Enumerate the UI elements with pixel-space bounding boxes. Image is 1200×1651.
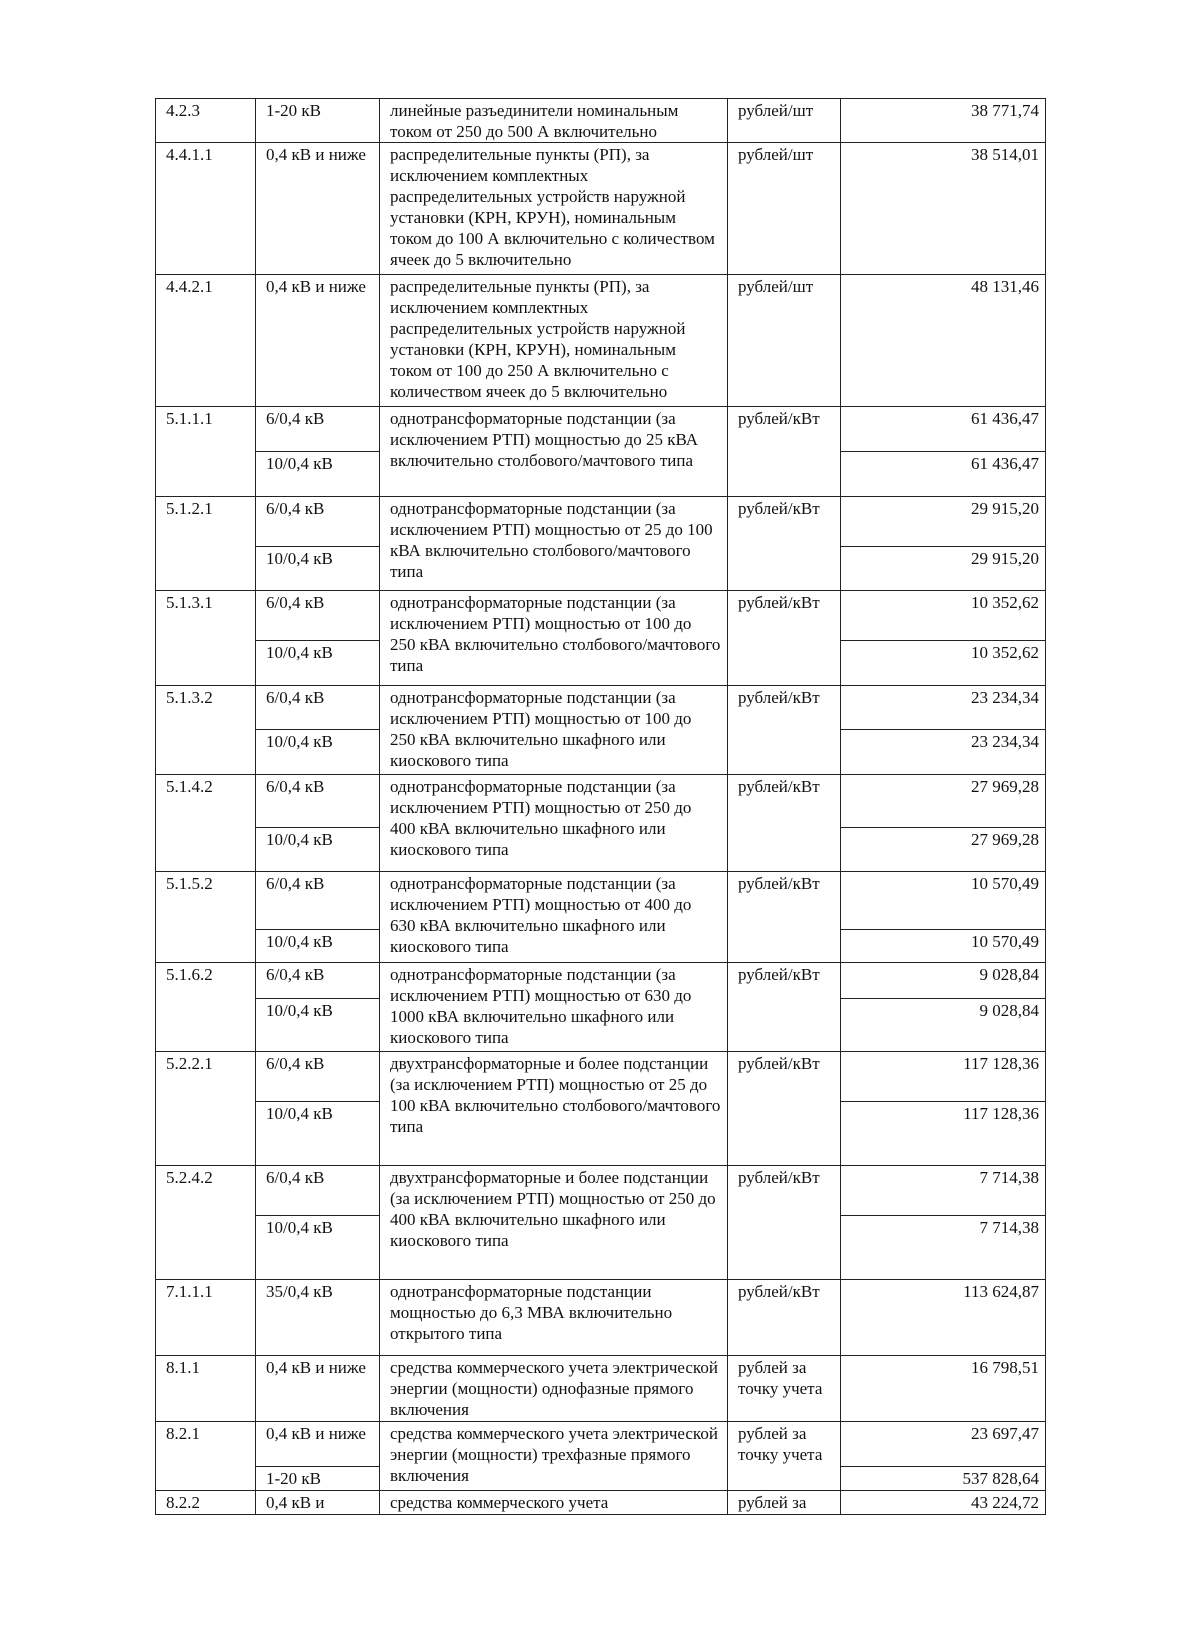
item-code-cell: 5.1.3.2 — [156, 686, 256, 775]
rates-table — [155, 98, 1046, 1515]
item-code-cell: 4.4.1.1 — [156, 143, 256, 275]
unit-cell: рублей за точку учета — [728, 1422, 841, 1491]
unit-cell: рублей/кВт — [728, 1052, 841, 1166]
voltage-cell: 10/0,4 кВ — [256, 930, 380, 963]
description-cell: двухтрансформаторные и более подстанции (за исключением РТП) мощностью от 25 до 100 кВА включительно столбового/мачтового типа — [380, 1052, 728, 1166]
price-value-cell: 29 915,20 — [841, 497, 1046, 547]
item-code-cell: 5.1.2.1 — [156, 497, 256, 591]
item-code-cell: 5.1.4.2 — [156, 775, 256, 872]
voltage-cell: 10/0,4 кВ — [256, 999, 380, 1052]
price-value-cell: 16 798,51 — [841, 1356, 1046, 1422]
voltage-cell: 35/0,4 кВ — [256, 1280, 380, 1356]
item-code-cell: 4.4.2.1 — [156, 275, 256, 407]
voltage-cell: 6/0,4 кВ — [256, 686, 380, 730]
table-row — [156, 1356, 1046, 1422]
item-code-cell: 5.2.2.1 — [156, 1052, 256, 1166]
description-cell: однотрансформаторные подстанции (за исключением РТП) мощностью от 400 до 630 кВА включительно шкафного или киоскового типа — [380, 872, 728, 963]
table-row — [156, 591, 1046, 641]
description-cell: линейные разъединители номинальным током от 250 до 500 А включительно — [380, 99, 728, 143]
description-cell: однотрансформаторные подстанции (за исключением РТП) мощностью до 25 кВА включительно столбового/мачтового типа — [380, 407, 728, 497]
voltage-cell: 10/0,4 кВ — [256, 730, 380, 775]
unit-cell: рублей/кВт — [728, 591, 841, 686]
unit-cell: рублей/шт — [728, 99, 841, 143]
price-value-cell: 117 128,36 — [841, 1052, 1046, 1102]
item-code-cell: 5.1.5.2 — [156, 872, 256, 963]
price-value-cell: 9 028,84 — [841, 999, 1046, 1052]
table-row — [156, 1052, 1046, 1102]
unit-cell: рублей/шт — [728, 275, 841, 407]
description-cell: средства коммерческого учета — [380, 1491, 728, 1515]
table-row — [156, 275, 1046, 407]
voltage-cell: 6/0,4 кВ — [256, 591, 380, 641]
price-value-cell: 113 624,87 — [841, 1280, 1046, 1356]
item-code-cell: 5.1.3.1 — [156, 591, 256, 686]
table-row — [156, 1166, 1046, 1216]
description-cell: однотрансформаторные подстанции (за исключением РТП) мощностью от 100 до 250 кВА включительно шкафного или киоскового типа — [380, 686, 728, 775]
voltage-cell: 6/0,4 кВ — [256, 963, 380, 999]
item-code-cell: 7.1.1.1 — [156, 1280, 256, 1356]
table-row — [156, 963, 1046, 999]
description-cell: однотрансформаторные подстанции (за исключением РТП) мощностью от 25 до 100 кВА включительно столбового/мачтового типа — [380, 497, 728, 591]
unit-cell: рублей/кВт — [728, 775, 841, 872]
voltage-cell: 10/0,4 кВ — [256, 452, 380, 497]
table-row — [156, 1491, 1046, 1515]
item-code-cell: 4.2.3 — [156, 99, 256, 143]
unit-cell: рублей за — [728, 1491, 841, 1515]
price-value-cell: 61 436,47 — [841, 407, 1046, 452]
price-value-cell: 23 234,34 — [841, 686, 1046, 730]
table-row — [156, 686, 1046, 730]
price-value-cell: 43 224,72 — [841, 1491, 1046, 1515]
price-value-cell: 10 352,62 — [841, 591, 1046, 641]
table-row — [156, 775, 1046, 828]
rates-table-body — [156, 99, 1046, 1515]
price-value-cell: 38 514,01 — [841, 143, 1046, 275]
voltage-cell: 6/0,4 кВ — [256, 407, 380, 452]
price-value-cell: 61 436,47 — [841, 452, 1046, 497]
item-code-cell: 8.2.1 — [156, 1422, 256, 1491]
unit-cell: рублей/кВт — [728, 686, 841, 775]
item-code-cell: 5.1.1.1 — [156, 407, 256, 497]
unit-cell: рублей/кВт — [728, 1166, 841, 1280]
table-row — [156, 99, 1046, 143]
voltage-cell: 6/0,4 кВ — [256, 872, 380, 930]
unit-cell: рублей/кВт — [728, 872, 841, 963]
price-value-cell: 537 828,64 — [841, 1467, 1046, 1491]
item-code-cell: 5.2.4.2 — [156, 1166, 256, 1280]
voltage-cell: 0,4 кВ и ниже — [256, 1356, 380, 1422]
description-cell: распределительные пункты (РП), за исключением комплектных распределительных устройств наружной установки (КРН, КРУН), номинальным током до 100 А включительно с количеством ячеек до 5 включительно — [380, 143, 728, 275]
voltage-cell: 0,4 кВ и — [256, 1491, 380, 1515]
table-row — [156, 143, 1046, 275]
voltage-cell: 10/0,4 кВ — [256, 641, 380, 686]
voltage-cell: 0,4 кВ и ниже — [256, 143, 380, 275]
price-value-cell: 10 570,49 — [841, 930, 1046, 963]
unit-cell: рублей/кВт — [728, 963, 841, 1052]
voltage-cell: 0,4 кВ и ниже — [256, 1422, 380, 1467]
description-cell: средства коммерческого учета электрической энергии (мощности) трехфазные прямого включения — [380, 1422, 728, 1491]
voltage-cell: 6/0,4 кВ — [256, 1166, 380, 1216]
unit-cell: рублей за точку учета — [728, 1356, 841, 1422]
unit-cell: рублей/кВт — [728, 497, 841, 591]
price-value-cell: 117 128,36 — [841, 1102, 1046, 1166]
item-code-cell: 5.1.6.2 — [156, 963, 256, 1052]
voltage-cell: 10/0,4 кВ — [256, 547, 380, 591]
description-cell: двухтрансформаторные и более подстанции (за исключением РТП) мощностью от 250 до 400 кВА включительно шкафного или киоскового типа — [380, 1166, 728, 1280]
voltage-cell: 6/0,4 кВ — [256, 775, 380, 828]
table-row — [156, 1422, 1046, 1467]
description-cell: однотрансформаторные подстанции мощностью до 6,3 МВА включительно открытого типа — [380, 1280, 728, 1356]
table-row — [156, 872, 1046, 930]
price-value-cell: 7 714,38 — [841, 1166, 1046, 1216]
voltage-cell: 0,4 кВ и ниже — [256, 275, 380, 407]
price-value-cell: 23 234,34 — [841, 730, 1046, 775]
price-value-cell: 23 697,47 — [841, 1422, 1046, 1467]
description-cell: однотрансформаторные подстанции (за исключением РТП) мощностью от 250 до 400 кВА включительно шкафного или киоскового типа — [380, 775, 728, 872]
unit-cell: рублей/шт — [728, 143, 841, 275]
price-value-cell: 48 131,46 — [841, 275, 1046, 407]
unit-cell: рублей/кВт — [728, 1280, 841, 1356]
description-cell: распределительные пункты (РП), за исключением комплектных распределительных устройств наружной установки (КРН, КРУН), номинальным током от 100 до 250 А включительно с количеством ячеек до 5 включительно — [380, 275, 728, 407]
price-value-cell: 27 969,28 — [841, 775, 1046, 828]
item-code-cell: 8.1.1 — [156, 1356, 256, 1422]
price-value-cell: 7 714,38 — [841, 1216, 1046, 1280]
voltage-cell: 6/0,4 кВ — [256, 1052, 380, 1102]
table-row — [156, 1280, 1046, 1356]
item-code-cell: 8.2.2 — [156, 1491, 256, 1515]
description-cell: средства коммерческого учета электрической энергии (мощности) однофазные прямого включения — [380, 1356, 728, 1422]
price-value-cell: 27 969,28 — [841, 828, 1046, 872]
price-value-cell: 10 570,49 — [841, 872, 1046, 930]
price-value-cell: 38 771,74 — [841, 99, 1046, 143]
price-value-cell: 9 028,84 — [841, 963, 1046, 999]
voltage-cell: 10/0,4 кВ — [256, 1102, 380, 1166]
voltage-cell: 1-20 кВ — [256, 1467, 380, 1491]
table-row — [156, 407, 1046, 452]
voltage-cell: 1-20 кВ — [256, 99, 380, 143]
description-cell: однотрансформаторные подстанции (за исключением РТП) мощностью от 100 до 250 кВА включительно столбового/мачтового типа — [380, 591, 728, 686]
table-row — [156, 497, 1046, 547]
price-value-cell: 10 352,62 — [841, 641, 1046, 686]
unit-cell: рублей/кВт — [728, 407, 841, 497]
voltage-cell: 10/0,4 кВ — [256, 828, 380, 872]
voltage-cell: 10/0,4 кВ — [256, 1216, 380, 1280]
price-value-cell: 29 915,20 — [841, 547, 1046, 591]
description-cell: однотрансформаторные подстанции (за исключением РТП) мощностью от 630 до 1000 кВА включительно шкафного или киоскового типа — [380, 963, 728, 1052]
voltage-cell: 6/0,4 кВ — [256, 497, 380, 547]
